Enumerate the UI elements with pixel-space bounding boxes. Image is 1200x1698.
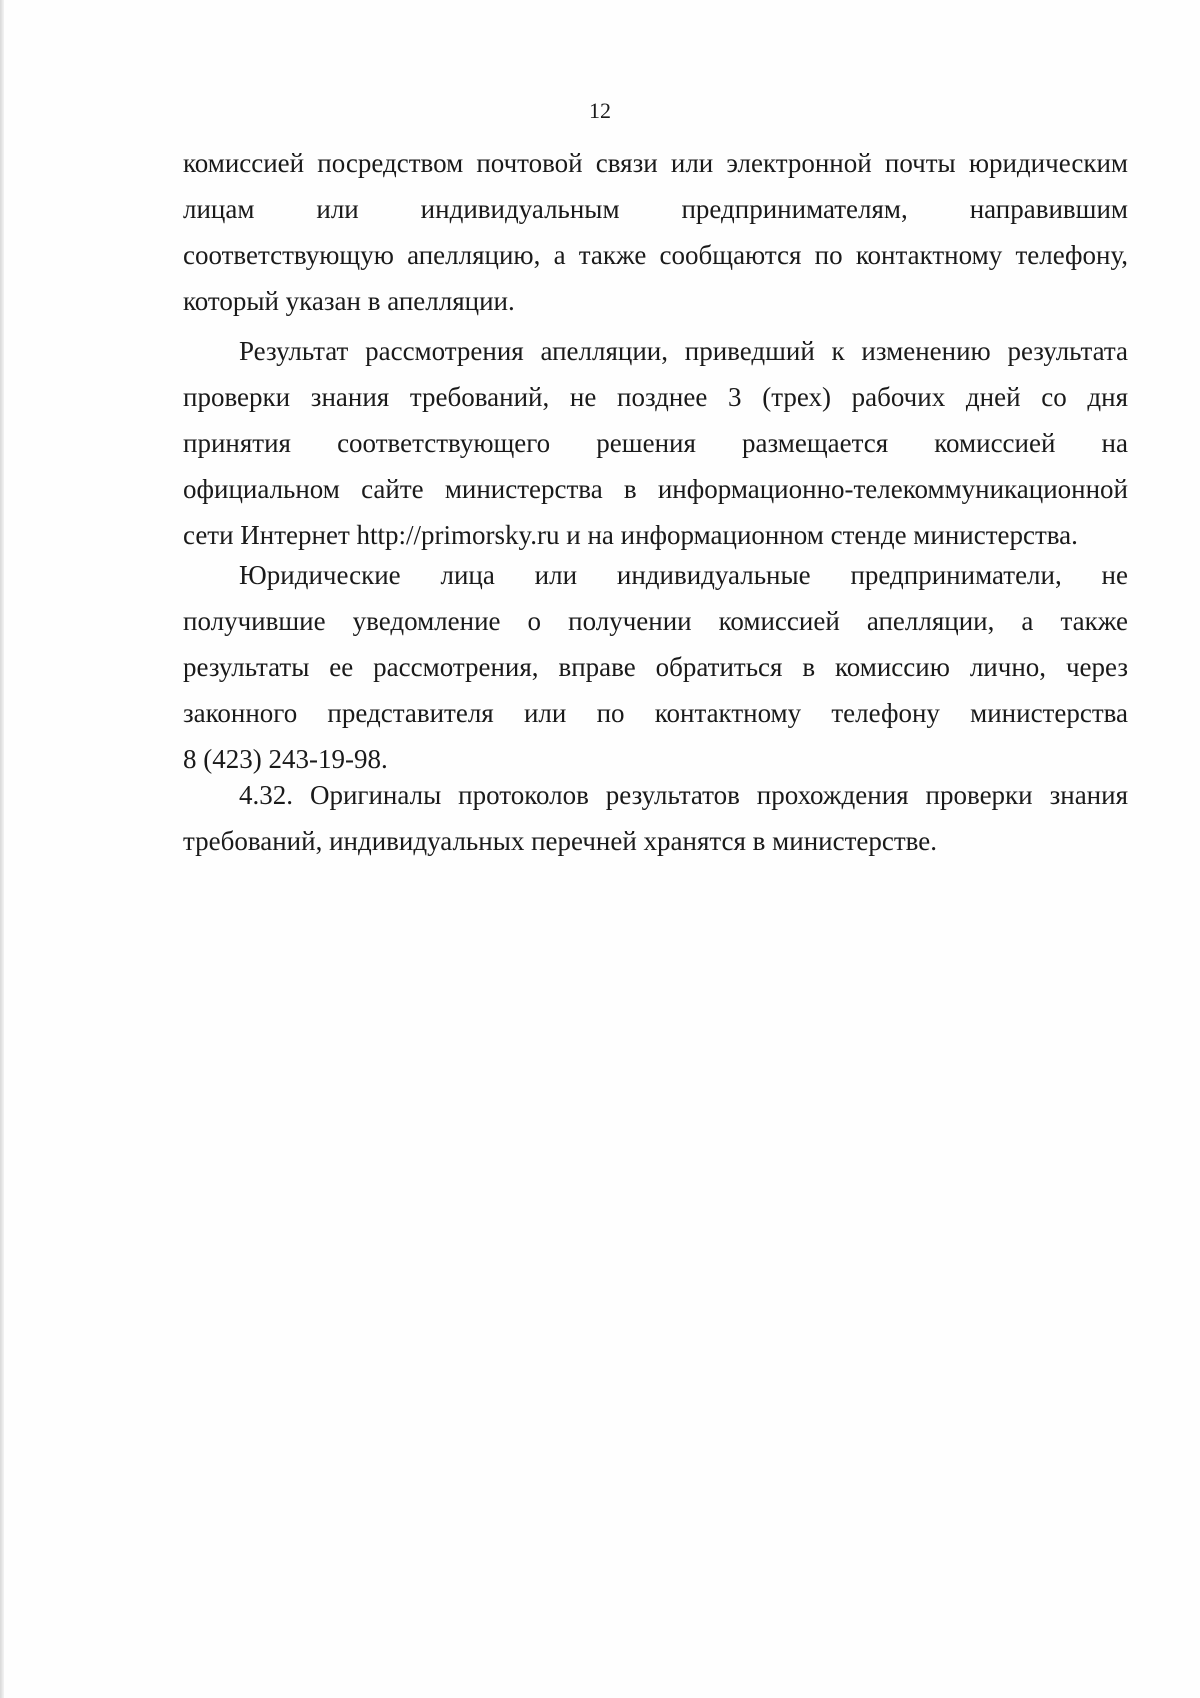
text-line: принятия соответствующего решения размещается комиссией на — [183, 428, 1128, 458]
text-line: проверки знания требований, не позднее 3 (трех) рабочих дней со дня — [183, 382, 1128, 412]
text-line: результаты ее рассмотрения, вправе обратиться в комиссию лично, через — [183, 652, 1128, 682]
paragraph-appeal-result — [183, 328, 1128, 558]
text-line: лицам или индивидуальным предпринимателям, направившим — [183, 194, 1128, 224]
text-line: 8 (423) 243-19-98. — [183, 744, 388, 774]
text-line: официальном сайте министерства в информационно-телекоммуникационной — [183, 474, 1128, 504]
text-line: соответствующую апелляцию, а также сообщаются по контактному телефону, — [183, 240, 1128, 270]
text-line: 4.32. Оригиналы протоколов результатов прохождения проверки знания — [239, 780, 1128, 810]
text-line: получившие уведомление о получении комиссией апелляции, а также — [183, 606, 1128, 636]
text-line: комиссией посредством почтовой связи или электронной почты юридическим — [183, 148, 1128, 178]
text-line: законного представителя или по контактному телефону министерства — [183, 698, 1128, 728]
page-number: 12 — [589, 98, 611, 123]
paragraph-continuation — [183, 140, 1128, 324]
scan-edge — [0, 0, 4, 1698]
text-line: который указан в апелляции. — [183, 286, 515, 316]
text-line: сети Интернет http://primorsky.ru и на информационном стенде министерства. — [183, 520, 1078, 550]
paragraph-legal-entities — [183, 552, 1128, 782]
text-line: Юридические лица или индивидуальные предприниматели, не — [239, 560, 1128, 590]
text-line: требований, индивидуальных перечней хранятся в министерстве. — [183, 826, 937, 856]
text-line: Результат рассмотрения апелляции, приведший к изменению результата — [239, 336, 1128, 366]
paragraph-4-32 — [183, 772, 1128, 864]
